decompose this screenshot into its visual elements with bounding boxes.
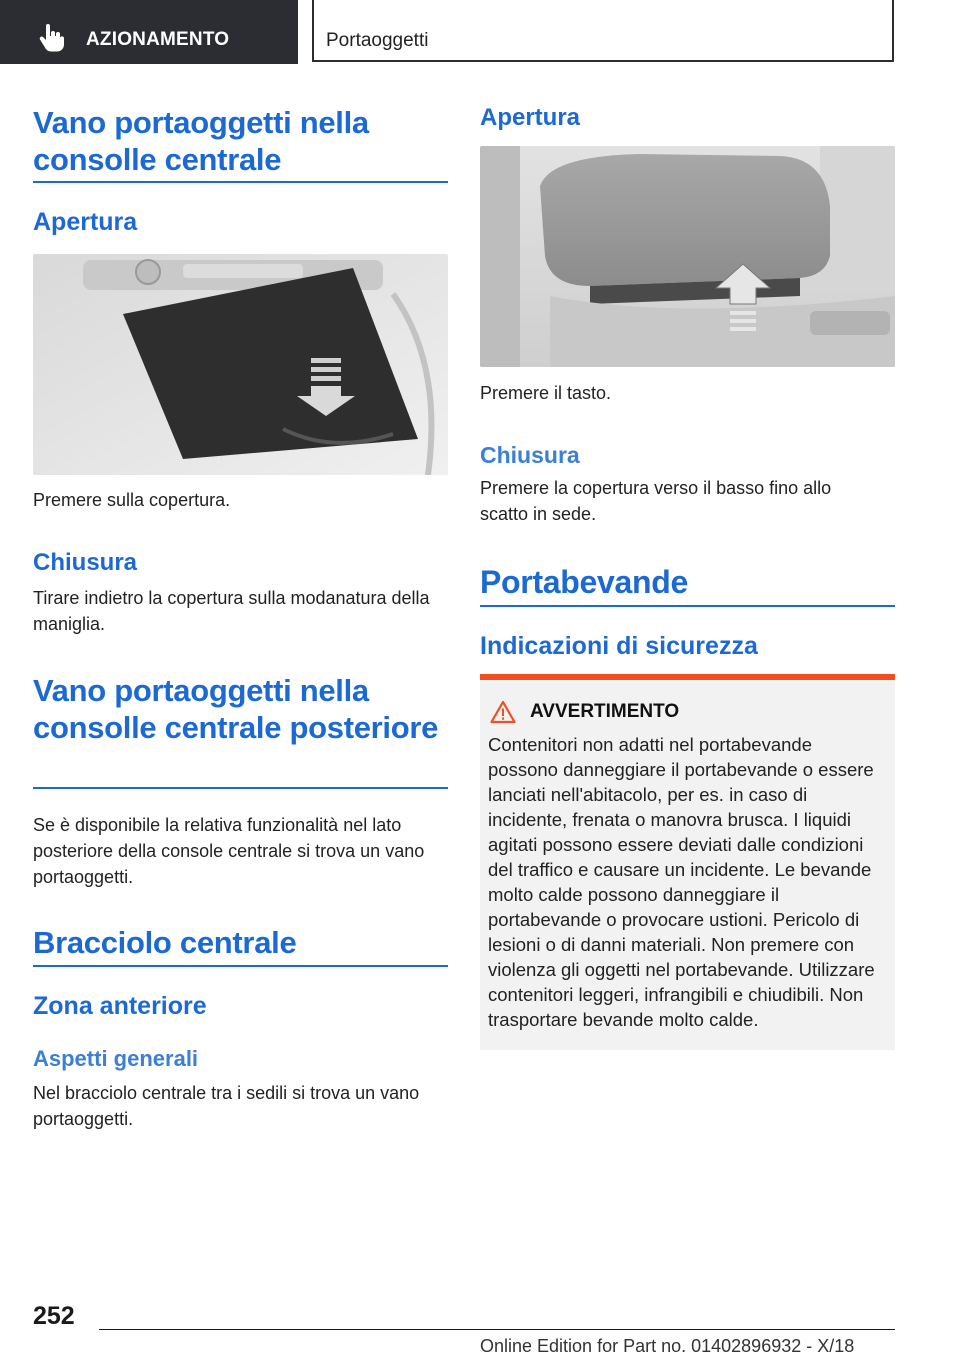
heading-cupholder: Portabevande xyxy=(480,564,689,600)
section-title: AZIONAMENTO xyxy=(86,29,230,50)
section-tab xyxy=(0,0,298,64)
heading-rule xyxy=(480,605,895,607)
photo-armrest xyxy=(480,146,895,367)
heading-armrest: Bracciolo centrale xyxy=(33,925,297,960)
warning-title: AVVERTIMENTO xyxy=(530,701,680,722)
warning-text: Contenitori non adatti nel portabevande possono danneggiare il portabevande o essere lanciati nell'abitacolo, per es. in caso di incidente, frenata o manovra brusca. I liquidi agitati possono essere deviati dalle condizioni del traffico e causare un incidente. Le bevande molto calde possono danneggiare il portabevande o provocare ustioni. Pericolo di lesioni o di danni materiali. Non premere con violenza gli oggetti nel portabevande. Utilizzare contenitori leggeri, infrangibili e chiudibili. Non trasportare bevande molto calde. xyxy=(488,734,875,1030)
footer-rule xyxy=(99,1329,895,1330)
heading-rear-console-storage: Vano portaoggetti nella consolle centrale posteriore xyxy=(33,673,439,745)
text-chiusura-right: Premere la copertura verso il basso fino allo scatto in sede. xyxy=(480,478,832,524)
subheading-front-zone: Zona anteriore xyxy=(33,992,207,1020)
hand-pointer-icon xyxy=(38,24,64,52)
heading-rule xyxy=(33,181,448,183)
subheading-general: Aspetti generali xyxy=(33,1046,199,1071)
caption-apertura: Premere sulla copertura. xyxy=(33,490,231,510)
footer-edition: Online Edition for Part no. 01402896932 - X/18 xyxy=(480,1336,855,1356)
heading-rule xyxy=(33,965,448,967)
warning-header xyxy=(488,700,887,724)
subheading-chiusura: Chiusura xyxy=(33,549,138,576)
chapter-tab xyxy=(312,0,894,62)
chapter-title: Portaoggetti xyxy=(326,30,429,51)
heading-console-storage: Vano portaoggetti nella consolle centrale xyxy=(33,105,369,177)
caption-apertura-right: Premere il tasto. xyxy=(480,383,612,403)
text-general: Nel bracciolo centrale tra i sedili si trova un vano portaoggetti. xyxy=(33,1083,420,1129)
warning-box xyxy=(480,674,895,1050)
text-chiusura: Tirare indietro la copertura sulla modanatura della maniglia. xyxy=(33,588,430,634)
warning-triangle-icon xyxy=(490,700,516,724)
page-header xyxy=(0,0,960,66)
subheading-apertura-right: Apertura xyxy=(480,104,581,131)
subheading-apertura: Apertura xyxy=(33,208,138,236)
subheading-chiusura-right: Chiusura xyxy=(480,442,580,468)
heading-rule xyxy=(33,787,448,789)
text-rear-console: Se è disponibile la relativa funzionalità nel lato posteriore della console centrale si trova un vano portaoggetti. xyxy=(33,815,425,887)
photo-console-cover xyxy=(33,254,448,475)
page-number: 252 xyxy=(33,1302,75,1330)
subheading-safety: Indicazioni di sicurezza xyxy=(480,632,758,660)
